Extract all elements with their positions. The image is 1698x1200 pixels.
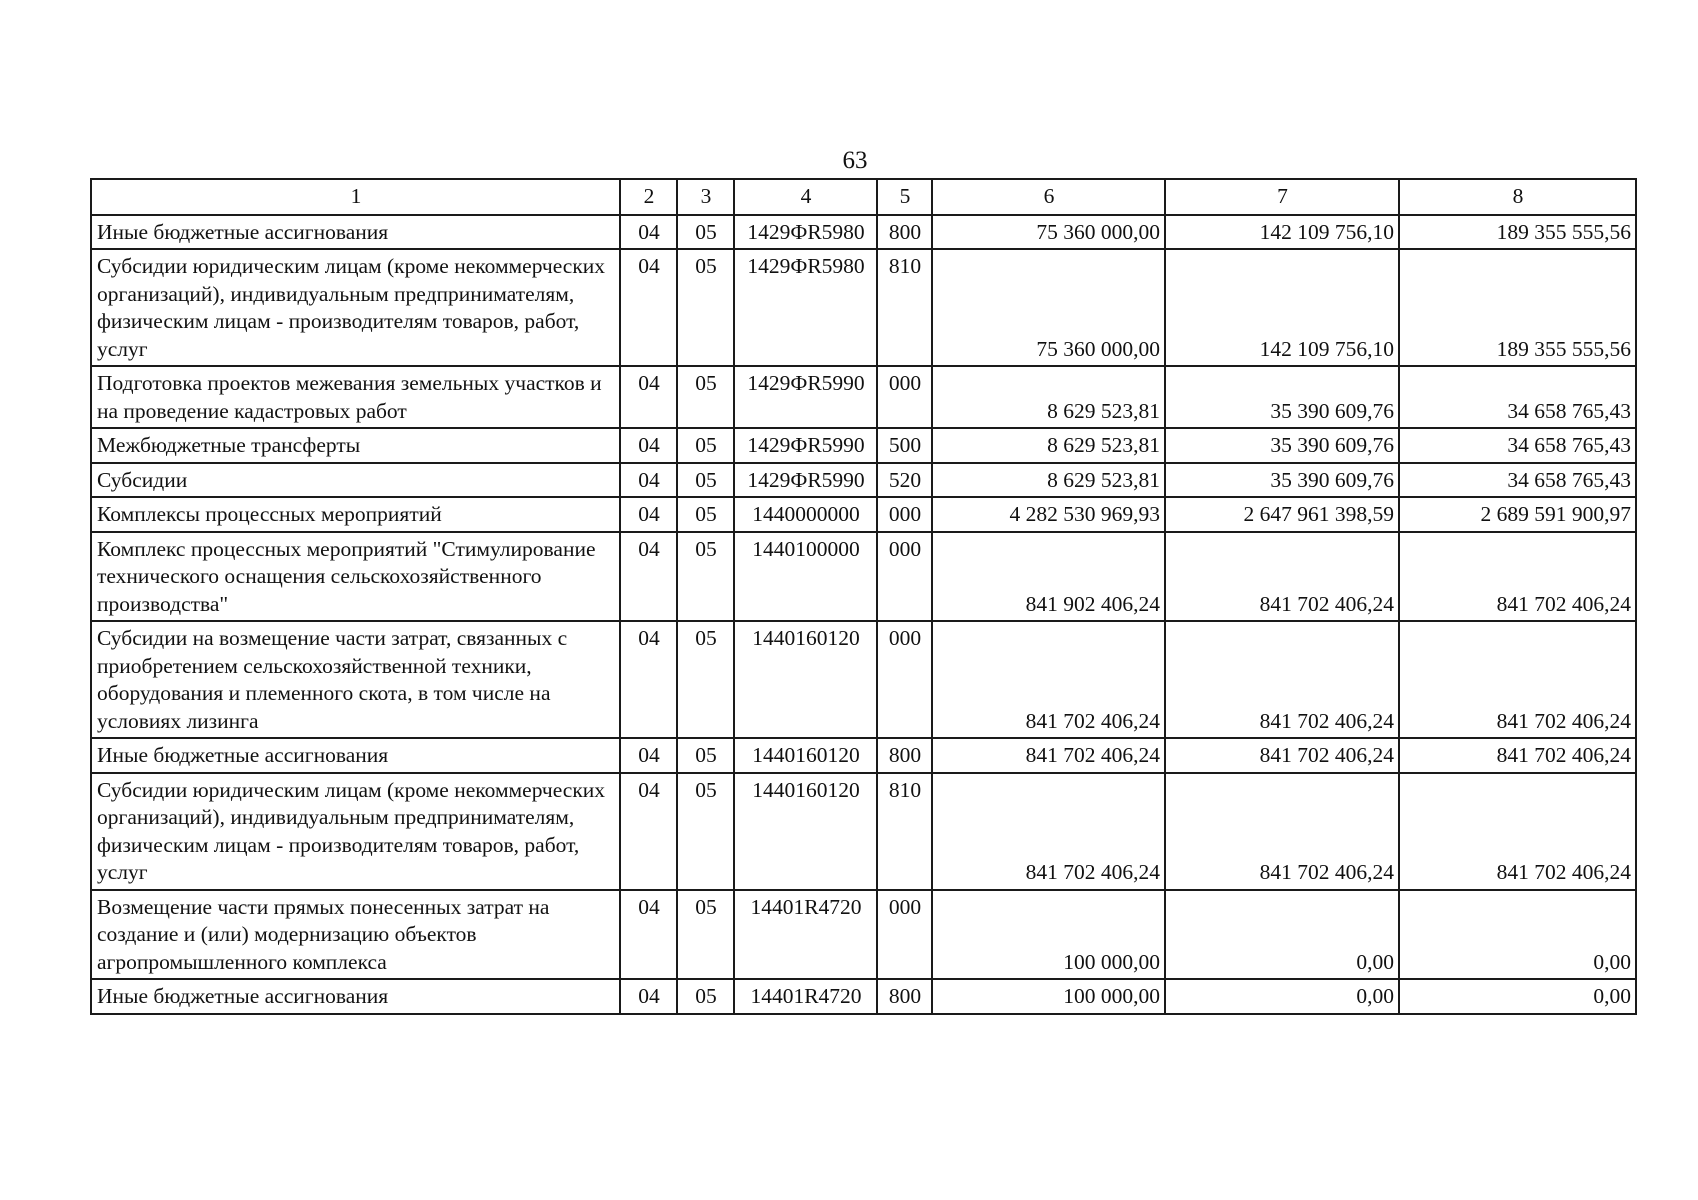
cell-section: 04 (620, 497, 677, 532)
table-row (91, 215, 1636, 250)
cell-section: 04 (620, 532, 677, 622)
cell-subsection: 05 (677, 738, 734, 773)
column-header-6: 6 (932, 179, 1165, 215)
cell-name: Субсидии на возмещение части затрат, связанных с приобретением сельскохозяйственной техники, оборудования и племенного скота, в том числе на условиях лизинга (91, 621, 620, 738)
cell-amount-col7: 841 702 406,24 (1165, 532, 1399, 622)
cell-expense-type: 500 (877, 428, 932, 463)
cell-section: 04 (620, 890, 677, 980)
cell-subsection: 05 (677, 215, 734, 250)
cell-target-article: 1440160120 (734, 621, 877, 738)
table-row (91, 463, 1636, 498)
cell-target-article: 1440000000 (734, 497, 877, 532)
cell-amount-col6: 100 000,00 (932, 979, 1165, 1014)
cell-amount-col6: 100 000,00 (932, 890, 1165, 980)
cell-target-article: 14401R4720 (734, 890, 877, 980)
page-number: 63 (842, 147, 868, 174)
cell-subsection: 05 (677, 621, 734, 738)
cell-name: Возмещение части прямых понесенных затрат на создание и (или) модернизацию объектов агропромышленного комплекса (91, 890, 620, 980)
cell-name: Межбюджетные трансферты (91, 428, 620, 463)
table-row (91, 738, 1636, 773)
cell-expense-type: 800 (877, 979, 932, 1014)
cell-amount-col8: 841 702 406,24 (1399, 773, 1636, 890)
cell-section: 04 (620, 979, 677, 1014)
cell-subsection: 05 (677, 249, 734, 366)
cell-amount-col6: 8 629 523,81 (932, 428, 1165, 463)
cell-section: 04 (620, 366, 677, 428)
cell-amount-col7: 35 390 609,76 (1165, 463, 1399, 498)
cell-amount-col6: 8 629 523,81 (932, 463, 1165, 498)
cell-expense-type: 800 (877, 215, 932, 250)
cell-subsection: 05 (677, 532, 734, 622)
table-row (91, 497, 1636, 532)
cell-target-article: 1440100000 (734, 532, 877, 622)
cell-expense-type: 000 (877, 532, 932, 622)
cell-amount-col8: 0,00 (1399, 890, 1636, 980)
column-header-8: 8 (1399, 179, 1636, 215)
cell-subsection: 05 (677, 428, 734, 463)
cell-target-article: 14401R4720 (734, 979, 877, 1014)
cell-amount-col7: 0,00 (1165, 979, 1399, 1014)
cell-amount-col8: 34 658 765,43 (1399, 428, 1636, 463)
table-row (91, 979, 1636, 1014)
cell-target-article: 1429ФR5980 (734, 215, 877, 250)
cell-target-article: 1429ФR5990 (734, 366, 877, 428)
table-row (91, 773, 1636, 890)
cell-expense-type: 000 (877, 890, 932, 980)
table-header-row (91, 179, 1636, 215)
cell-name: Иные бюджетные ассигнования (91, 738, 620, 773)
table-row (91, 366, 1636, 428)
cell-target-article: 1440160120 (734, 738, 877, 773)
column-header-5: 5 (877, 179, 932, 215)
cell-amount-col7: 841 702 406,24 (1165, 773, 1399, 890)
cell-amount-col7: 2 647 961 398,59 (1165, 497, 1399, 532)
column-header-1: 1 (91, 179, 620, 215)
table-row (91, 890, 1636, 980)
cell-amount-col6: 841 702 406,24 (932, 621, 1165, 738)
cell-amount-col6: 75 360 000,00 (932, 249, 1165, 366)
column-header-4: 4 (734, 179, 877, 215)
cell-amount-col6: 4 282 530 969,93 (932, 497, 1165, 532)
cell-name: Иные бюджетные ассигнования (91, 215, 620, 250)
column-header-7: 7 (1165, 179, 1399, 215)
cell-section: 04 (620, 428, 677, 463)
cell-amount-col8: 189 355 555,56 (1399, 215, 1636, 250)
cell-amount-col7: 841 702 406,24 (1165, 738, 1399, 773)
cell-expense-type: 000 (877, 621, 932, 738)
cell-amount-col7: 35 390 609,76 (1165, 366, 1399, 428)
cell-amount-col8: 841 702 406,24 (1399, 532, 1636, 622)
cell-subsection: 05 (677, 366, 734, 428)
cell-amount-col6: 8 629 523,81 (932, 366, 1165, 428)
cell-name: Комплекс процессных мероприятий "Стимулирование технического оснащения сельскохозяйственного производства" (91, 532, 620, 622)
cell-expense-type: 800 (877, 738, 932, 773)
cell-amount-col7: 142 109 756,10 (1165, 249, 1399, 366)
cell-expense-type: 520 (877, 463, 932, 498)
table-row (91, 621, 1636, 738)
cell-subsection: 05 (677, 497, 734, 532)
cell-subsection: 05 (677, 463, 734, 498)
cell-target-article: 1440160120 (734, 773, 877, 890)
cell-target-article: 1429ФR5990 (734, 428, 877, 463)
column-header-2: 2 (620, 179, 677, 215)
cell-section: 04 (620, 773, 677, 890)
cell-amount-col7: 142 109 756,10 (1165, 215, 1399, 250)
cell-subsection: 05 (677, 979, 734, 1014)
cell-subsection: 05 (677, 890, 734, 980)
cell-name: Иные бюджетные ассигнования (91, 979, 620, 1014)
cell-amount-col8: 841 702 406,24 (1399, 738, 1636, 773)
cell-expense-type: 000 (877, 366, 932, 428)
cell-amount-col8: 34 658 765,43 (1399, 463, 1636, 498)
cell-name: Комплексы процессных мероприятий (91, 497, 620, 532)
column-header-3: 3 (677, 179, 734, 215)
budget-allocation-table (90, 178, 1637, 1015)
cell-amount-col6: 841 702 406,24 (932, 738, 1165, 773)
cell-subsection: 05 (677, 773, 734, 890)
cell-amount-col7: 841 702 406,24 (1165, 621, 1399, 738)
cell-expense-type: 000 (877, 497, 932, 532)
cell-expense-type: 810 (877, 249, 932, 366)
cell-amount-col8: 34 658 765,43 (1399, 366, 1636, 428)
cell-name: Субсидии юридическим лицам (кроме некоммерческих организаций), индивидуальным предпринимателям, физическим лицам - производителям товаров, работ, услуг (91, 773, 620, 890)
table-row (91, 532, 1636, 622)
cell-amount-col7: 0,00 (1165, 890, 1399, 980)
cell-target-article: 1429ФR5980 (734, 249, 877, 366)
cell-section: 04 (620, 738, 677, 773)
table-row (91, 428, 1636, 463)
cell-amount-col8: 189 355 555,56 (1399, 249, 1636, 366)
cell-amount-col6: 841 902 406,24 (932, 532, 1165, 622)
cell-amount-col6: 841 702 406,24 (932, 773, 1165, 890)
cell-section: 04 (620, 249, 677, 366)
cell-amount-col8: 2 689 591 900,97 (1399, 497, 1636, 532)
table-row (91, 249, 1636, 366)
cell-amount-col8: 841 702 406,24 (1399, 621, 1636, 738)
cell-section: 04 (620, 463, 677, 498)
cell-expense-type: 810 (877, 773, 932, 890)
cell-name: Субсидии (91, 463, 620, 498)
cell-target-article: 1429ФR5990 (734, 463, 877, 498)
cell-section: 04 (620, 621, 677, 738)
cell-name: Субсидии юридическим лицам (кроме некоммерческих организаций), индивидуальным предпринимателям, физическим лицам - производителям товаров, работ, услуг (91, 249, 620, 366)
cell-amount-col8: 0,00 (1399, 979, 1636, 1014)
cell-amount-col7: 35 390 609,76 (1165, 428, 1399, 463)
cell-section: 04 (620, 215, 677, 250)
cell-amount-col6: 75 360 000,00 (932, 215, 1165, 250)
cell-name: Подготовка проектов межевания земельных участков и на проведение кадастровых работ (91, 366, 620, 428)
